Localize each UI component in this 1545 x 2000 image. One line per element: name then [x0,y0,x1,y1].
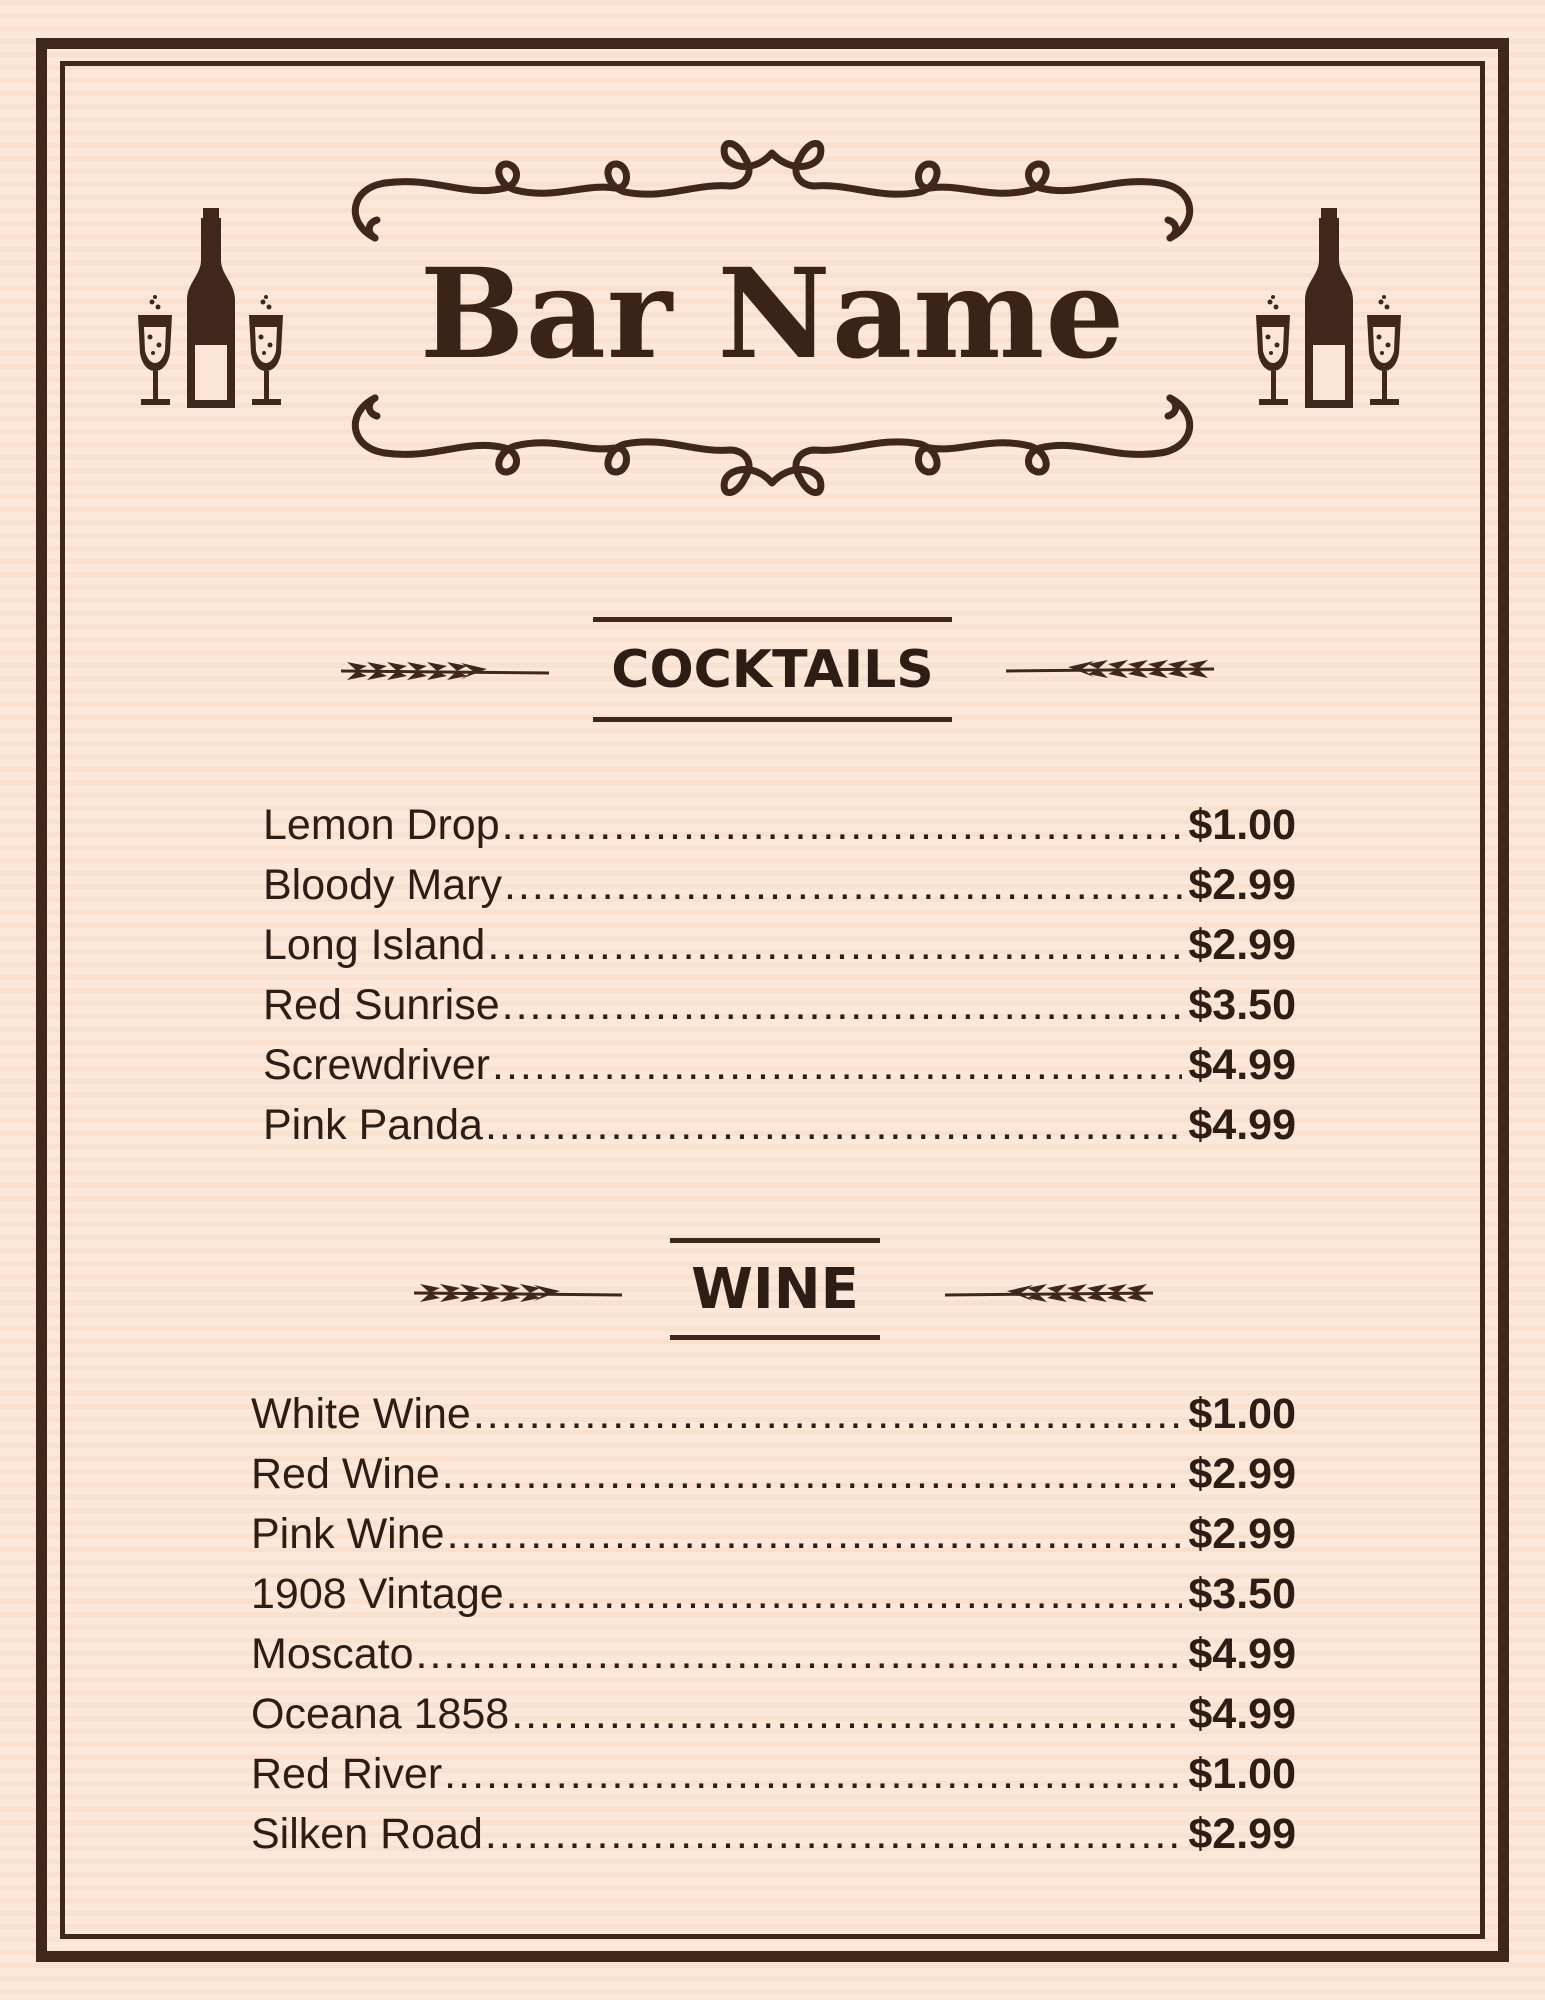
item-price: $3.50 [1188,1570,1296,1618]
dot-leader [485,1097,1182,1153]
item-price: $2.99 [1188,861,1296,909]
item-name: Oceana 1858 [251,1690,510,1738]
dot-leader [416,1626,1183,1682]
item-price: $2.99 [1188,1450,1296,1498]
wine-bottle-with-glasses-icon [135,205,290,410]
list-item [263,917,1296,973]
list-item [263,857,1296,913]
list-item [251,1626,1296,1682]
item-price: $2.99 [1188,921,1296,969]
section-title-wine: WINE [670,1238,880,1340]
wheat-sprig-icon [410,1276,625,1310]
item-name: Red Sunrise [263,981,500,1029]
item-price: $4.99 [1188,1101,1296,1149]
item-price: $1.00 [1188,801,1296,849]
section-title-cocktails: COCKTAILS [593,617,952,722]
item-name: Moscato [251,1630,414,1678]
dot-leader [504,857,1182,913]
item-price: $4.99 [1188,1630,1296,1678]
wheat-sprig-icon [942,1276,1157,1310]
dot-leader [492,1037,1182,1093]
item-name: Red Wine [251,1450,440,1498]
list-item [251,1806,1296,1862]
bar-name-title: Bar Name [419,242,1126,387]
list-item [263,1037,1296,1093]
item-name: 1908 Vintage [251,1570,504,1618]
item-name: Pink Wine [251,1510,445,1558]
dot-leader [473,1386,1183,1442]
dot-leader [442,1446,1183,1502]
list-item [263,977,1296,1033]
item-price: $4.99 [1188,1690,1296,1738]
list-item [251,1566,1296,1622]
list-item [263,797,1296,853]
item-name: Screwdriver [263,1041,490,1089]
list-item [251,1506,1296,1562]
dot-leader [447,1506,1183,1562]
item-name: Pink Panda [263,1101,483,1149]
dot-leader [511,1686,1182,1742]
wheat-sprig-icon [1003,652,1218,686]
item-name: Lemon Drop [263,801,500,849]
list-item [263,1097,1296,1153]
list-item [251,1386,1296,1442]
item-price: $2.99 [1188,1510,1296,1558]
item-price: $2.99 [1188,1810,1296,1858]
item-price: $1.00 [1188,1390,1296,1438]
dot-leader [444,1746,1182,1802]
item-name: Red River [251,1750,443,1798]
wine-bottle-with-glasses-icon [1253,205,1408,410]
list-item [251,1746,1296,1802]
list-item [251,1446,1296,1502]
wheat-sprig-icon [337,654,552,688]
item-name: White Wine [251,1390,471,1438]
dot-leader [502,797,1183,853]
item-name: Long Island [263,921,486,969]
item-price: $1.00 [1188,1750,1296,1798]
item-price: $4.99 [1188,1041,1296,1089]
dot-leader [506,1566,1183,1622]
dot-leader [502,977,1183,1033]
item-name: Silken Road [251,1810,483,1858]
item-price: $3.50 [1188,981,1296,1029]
list-item [251,1686,1296,1742]
dot-leader [485,1806,1183,1862]
dot-leader [487,917,1182,973]
item-name: Bloody Mary [263,861,502,909]
